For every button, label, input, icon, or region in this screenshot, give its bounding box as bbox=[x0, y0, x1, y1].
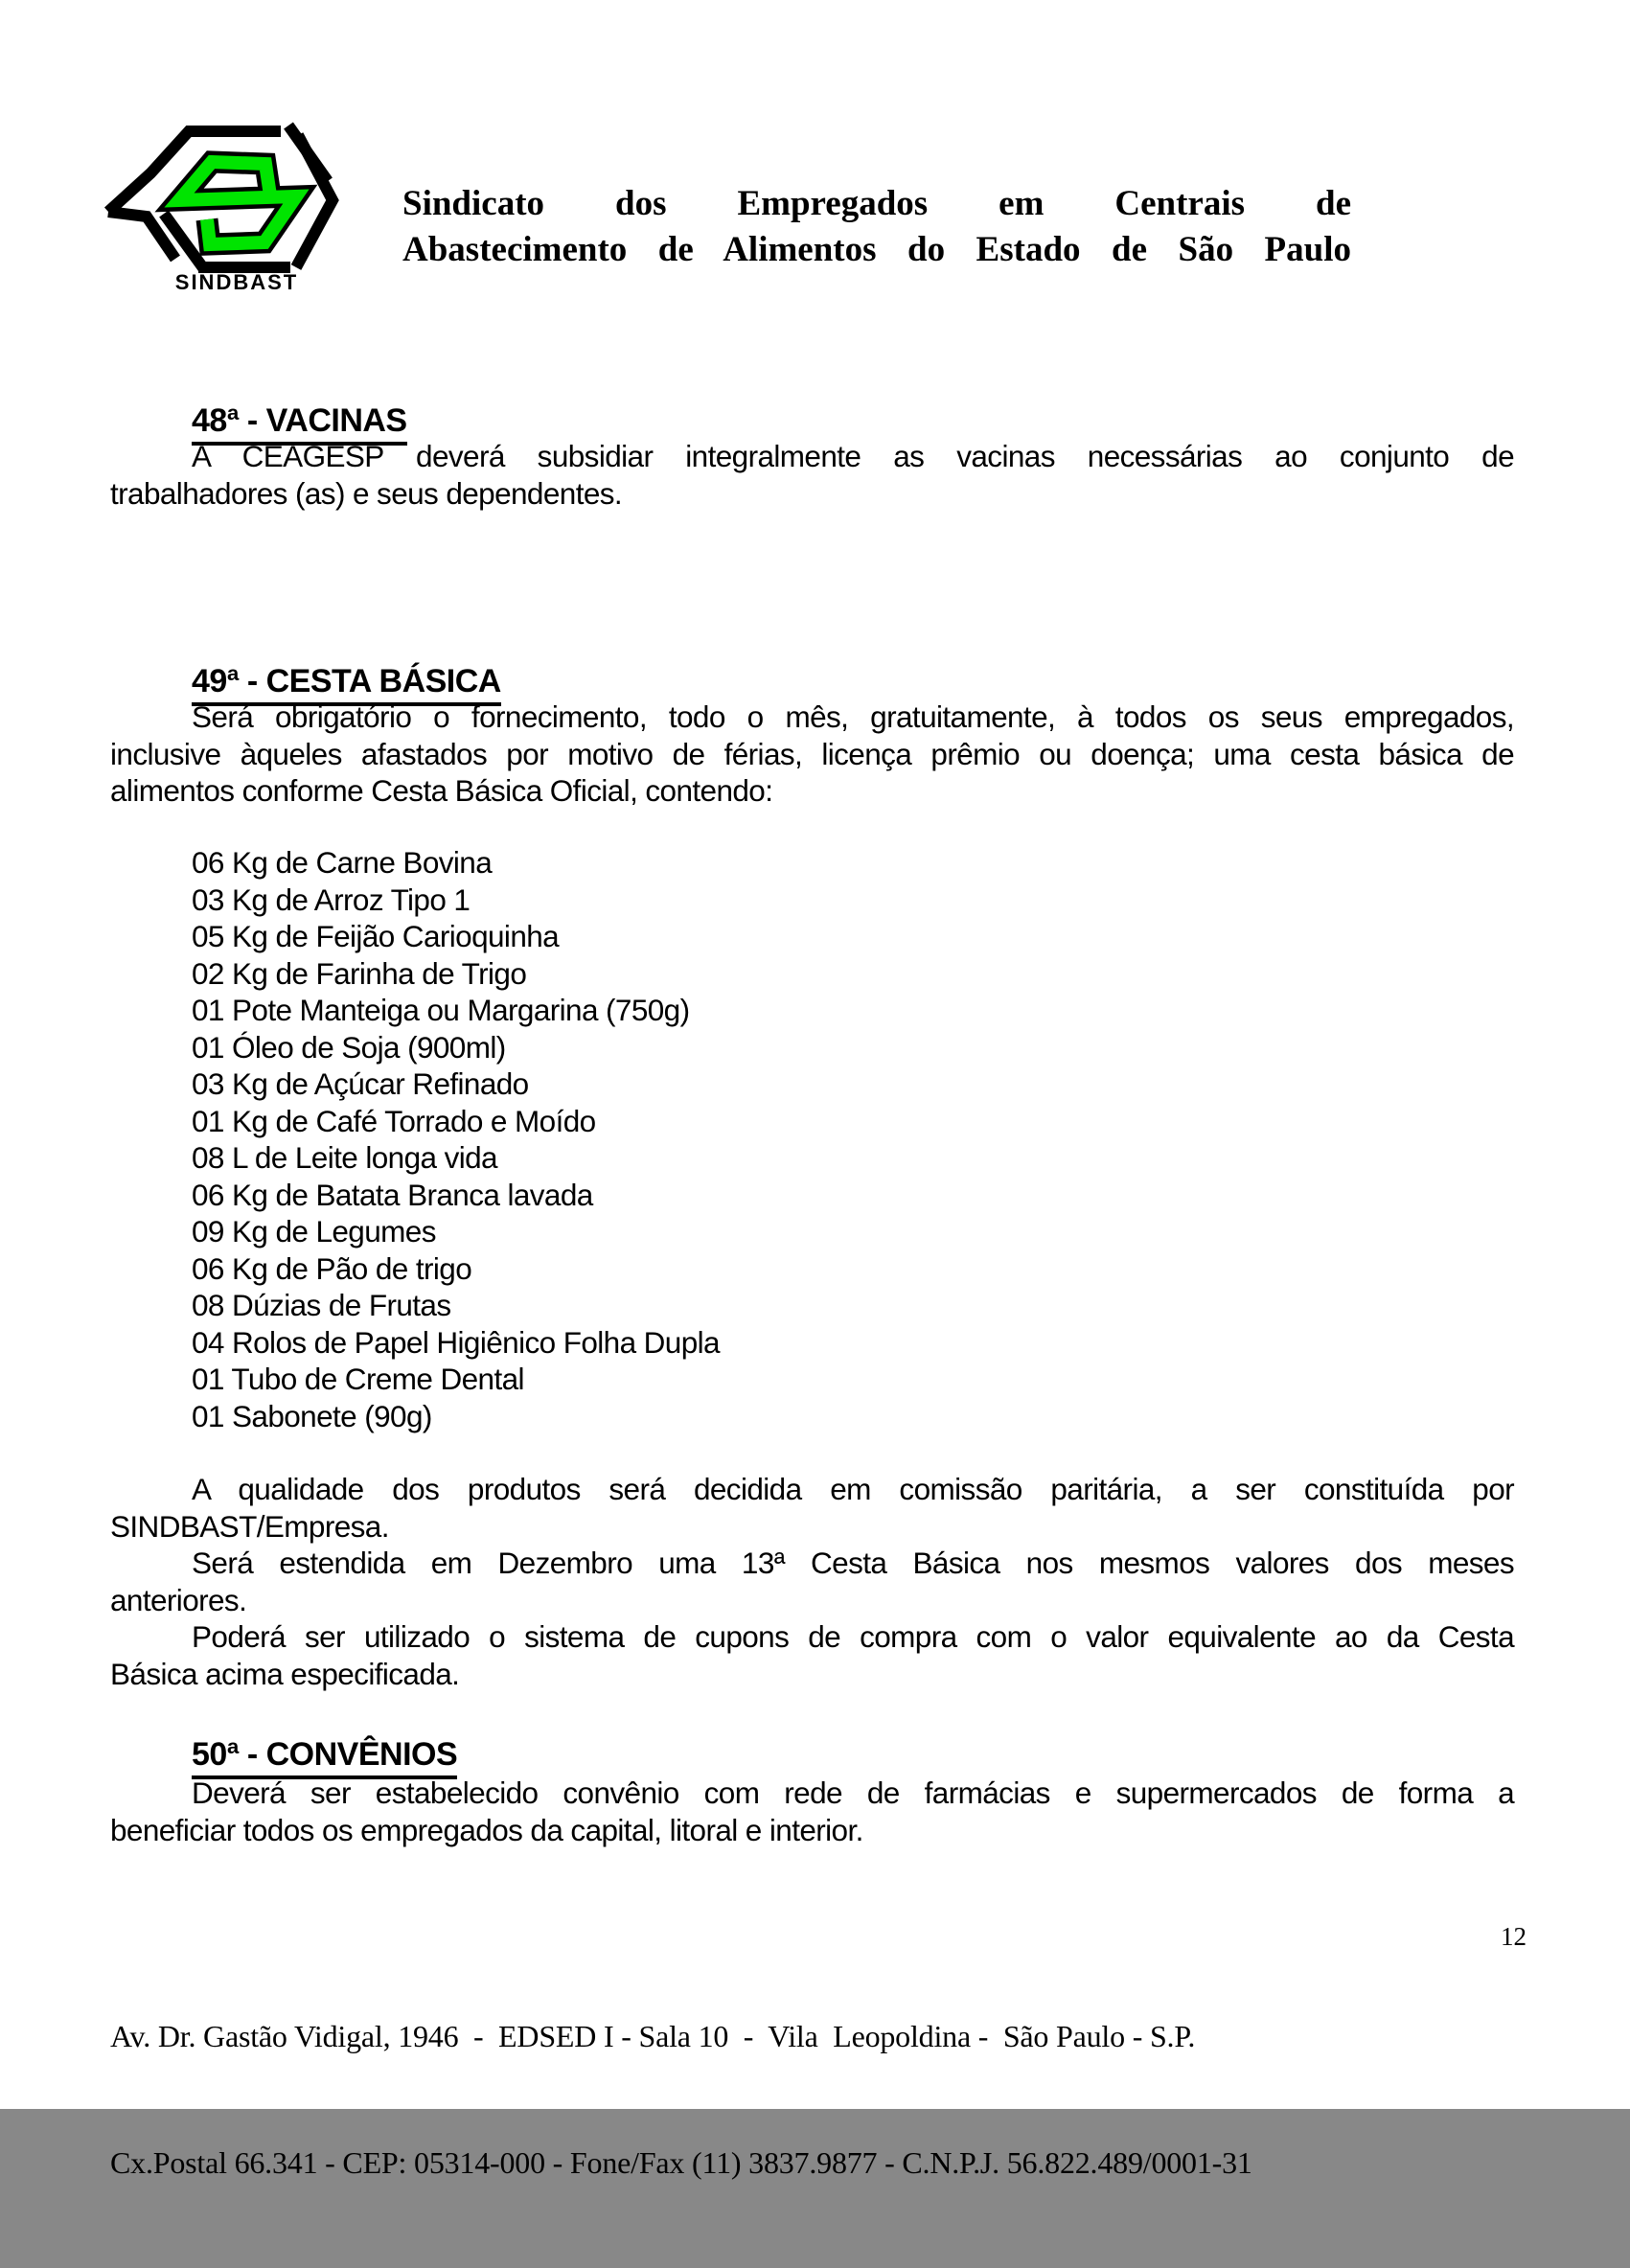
footer-address bbox=[110, 1931, 1514, 2268]
paragraph-line: A CEAGESP deverá subsidiar integralmente as vacinas necessárias ao conjunto de bbox=[192, 439, 1514, 473]
page-number: 12 bbox=[1501, 1922, 1527, 1951]
basket-item: 06 Kg de Carne Bovina bbox=[192, 845, 493, 880]
section-50-paragraph bbox=[110, 1775, 1514, 1848]
paragraph-estendida bbox=[110, 1545, 1514, 1618]
paragraph-line: beneficiar todos os empregados da capital, litoral e interior. bbox=[110, 1812, 863, 1847]
section-49-intro bbox=[110, 699, 1514, 810]
basket-item: 05 Kg de Feijão Carioquinha bbox=[192, 919, 560, 953]
paragraph-line: Deverá ser estabelecido convênio com rede de farmácias e supermercados de forma a bbox=[192, 1775, 1514, 1810]
paragraph-line: Poderá ser utilizado o sistema de cupons de compra com o valor equivalente ao da Cesta bbox=[192, 1619, 1514, 1654]
basket-item: 01 Sabonete (90g) bbox=[192, 1398, 432, 1433]
basket-item: 06 Kg de Pão de trigo bbox=[192, 1250, 472, 1286]
paragraph-line: alimentos conforme Cesta Básica Oficial, contendo: bbox=[110, 773, 773, 808]
section-heading-50 bbox=[110, 1736, 1596, 1779]
basket-item: 01 Óleo de Soja (900ml) bbox=[192, 1029, 506, 1065]
org-title-line1: Sindicato dos Empregados em Centrais de bbox=[402, 184, 1351, 223]
paragraph-qualidade bbox=[110, 1471, 1514, 1545]
basket-item: 01 Pote Manteiga ou Margarina (750g) bbox=[192, 993, 690, 1027]
basket-item: 08 Dúzias de Frutas bbox=[192, 1288, 451, 1322]
basket-item: 04 Rolos de Papel Higiênico Folha Dupla bbox=[192, 1324, 720, 1360]
basket-item: 03 Kg de Açúcar Refinado bbox=[192, 1066, 529, 1101]
basket-list bbox=[110, 844, 1514, 1434]
basket-item: 02 Kg de Farinha de Trigo bbox=[192, 955, 527, 991]
logo-label: SINDBAST bbox=[174, 270, 299, 294]
basket-item: 01 Kg de Café Torrado e Moído bbox=[192, 1103, 596, 1138]
section-heading-49-text: 49ª - CESTA BÁSICA bbox=[192, 663, 501, 706]
paragraph-cupons bbox=[110, 1618, 1514, 1692]
basket-item: 08 L de Leite longa vida bbox=[192, 1140, 497, 1175]
paragraph-line: anteriores. bbox=[110, 1582, 247, 1617]
paragraph-line: inclusive àqueles afastados por motivo de férias, licença prêmio ou doença; uma cesta básica de bbox=[110, 736, 1514, 771]
basket-item: 06 Kg de Batata Branca lavada bbox=[192, 1177, 593, 1212]
basket-item: 09 Kg de Legumes bbox=[192, 1214, 436, 1249]
paragraph-line: trabalhadores (as) e seus dependentes. bbox=[110, 475, 623, 511]
paragraph-line: Será estendida em Dezembro uma 13ª Cesta Básica nos mesmos valores dos meses bbox=[192, 1546, 1514, 1580]
basket-item: 03 Kg de Arroz Tipo 1 bbox=[192, 882, 471, 917]
basket-item: 01 Tubo de Creme Dental bbox=[192, 1362, 524, 1396]
paragraph-line: Será obrigatório o fornecimento, todo o mês, gratuitamente, à todos os seus empregados, bbox=[192, 699, 1514, 734]
section-48-paragraph bbox=[110, 438, 1514, 512]
paragraph-line: Básica acima especificada. bbox=[110, 1656, 460, 1691]
paragraph-line: A qualidade dos produtos será decidida em comissão paritária, a ser constituída por bbox=[192, 1472, 1514, 1506]
org-title bbox=[402, 181, 1351, 273]
sindbast-logo bbox=[91, 124, 342, 279]
section-heading-50-text: 50ª - CONVÊNIOS bbox=[192, 1736, 457, 1779]
footer-line1: Av. Dr. Gastão Vidigal, 1946 - EDSED I - Sala 10 - Vila Leopoldina - São Paulo - S.P. bbox=[110, 2019, 1196, 2053]
footer-line2: Cx.Postal 66.341 - CEP: 05314-000 - Fone/Fax (11) 3837.9877 - C.N.P.J. 56.822.489/0001-31 bbox=[110, 2145, 1252, 2180]
org-title-line2: Abastecimento de Alimentos do Estado de São Paulo bbox=[402, 230, 1351, 269]
paragraph-line: SINDBAST/Empresa. bbox=[110, 1508, 389, 1544]
section-heading-48-text: 48ª - VACINAS bbox=[192, 402, 407, 446]
logo-s-icon bbox=[179, 162, 296, 244]
